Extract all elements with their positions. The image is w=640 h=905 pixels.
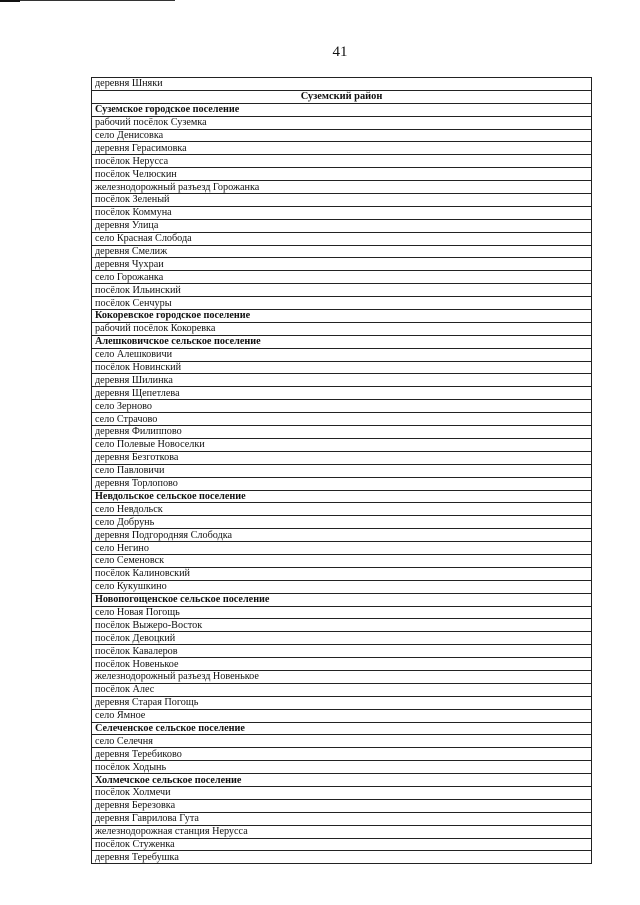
- table-row: [92, 567, 592, 580]
- settlement-group-row: [92, 103, 592, 116]
- settlement-name: деревня Шняки: [92, 78, 592, 91]
- settlement-group-row: [92, 593, 592, 606]
- settlement-name: посёлок Ходынь: [92, 761, 592, 774]
- settlement-name: деревня Березовка: [92, 799, 592, 812]
- settlement-name: село Кукушкино: [92, 580, 592, 593]
- settlement-name: село Павловичи: [92, 464, 592, 477]
- settlement-group-row: [92, 490, 592, 503]
- settlement-name: деревня Безготкова: [92, 451, 592, 464]
- scan-edge-line: [0, 0, 175, 1]
- settlement-name: деревня Гаврилова Гута: [92, 812, 592, 825]
- settlement-name: деревня Старая Погощь: [92, 696, 592, 709]
- settlement-name: железнодорожный разъезд Новенькое: [92, 670, 592, 683]
- settlement-name: посёлок Выжеро-Восток: [92, 619, 592, 632]
- settlement-group-name: Алешковичское сельское поселение: [92, 335, 592, 348]
- settlement-group-row: [92, 335, 592, 348]
- table-row: [92, 683, 592, 696]
- table-row: [92, 168, 592, 181]
- table-row: [92, 851, 592, 864]
- settlement-name: рабочий посёлок Суземка: [92, 116, 592, 129]
- settlement-name: деревня Чухраи: [92, 258, 592, 271]
- table-row: [92, 297, 592, 310]
- table-row: [92, 232, 592, 245]
- table-row: [92, 194, 592, 207]
- settlement-name: посёлок Калиновский: [92, 567, 592, 580]
- table-row: [92, 181, 592, 194]
- settlement-name: село Горожанка: [92, 271, 592, 284]
- settlement-name: село Добрунь: [92, 516, 592, 529]
- settlement-name: деревня Торлопово: [92, 477, 592, 490]
- table-row: [92, 529, 592, 542]
- table-row: [92, 451, 592, 464]
- settlement-table: [91, 77, 592, 864]
- settlement-name: посёлок Стуженка: [92, 838, 592, 851]
- settlement-group-name: Новопогощенское сельское поселение: [92, 593, 592, 606]
- settlement-name: посёлок Нерусса: [92, 155, 592, 168]
- settlement-name: посёлок Новенькое: [92, 658, 592, 671]
- settlement-name: деревня Теребушка: [92, 851, 592, 864]
- table-row: [92, 129, 592, 142]
- table-row: [92, 786, 592, 799]
- settlement-name: посёлок Коммуна: [92, 206, 592, 219]
- table-row: [92, 503, 592, 516]
- table-row: [92, 322, 592, 335]
- table-row: [92, 438, 592, 451]
- table-row: [92, 464, 592, 477]
- settlement-name: село Зерново: [92, 400, 592, 413]
- table-row: [92, 619, 592, 632]
- scan-edge-mark: [0, 0, 20, 2]
- table-row: [92, 271, 592, 284]
- table-row: [92, 516, 592, 529]
- table-row: [92, 116, 592, 129]
- settlement-name: село Семеновск: [92, 554, 592, 567]
- table-row: [92, 400, 592, 413]
- settlement-name: село Алешковичи: [92, 348, 592, 361]
- settlement-name: железнодорожная станция Нерусса: [92, 825, 592, 838]
- settlement-group-name: Кокоревское городское поселение: [92, 310, 592, 323]
- table-row: [92, 670, 592, 683]
- table-row: [92, 554, 592, 567]
- settlement-name: железнодорожный разъезд Горожанка: [92, 181, 592, 194]
- table-row: [92, 606, 592, 619]
- page-number: 41: [332, 44, 348, 60]
- settlement-name: село Новая Погощь: [92, 606, 592, 619]
- settlement-name: посёлок Зеленый: [92, 194, 592, 207]
- settlement-group-name: Суземское городское поселение: [92, 103, 592, 116]
- district-heading-row: [92, 90, 592, 103]
- table-row: [92, 426, 592, 439]
- table-row: [92, 696, 592, 709]
- settlement-name: посёлок Кавалеров: [92, 645, 592, 658]
- table-row: [92, 825, 592, 838]
- settlement-name: деревня Шилинка: [92, 374, 592, 387]
- settlement-name: деревня Филиппово: [92, 426, 592, 439]
- settlement-name: посёлок Сенчуры: [92, 297, 592, 310]
- settlement-name: посёлок Челюскин: [92, 168, 592, 181]
- settlement-name: село Денисовка: [92, 129, 592, 142]
- settlement-table-body: [92, 78, 592, 864]
- table-row: [92, 735, 592, 748]
- table-row: [92, 580, 592, 593]
- settlement-name: деревня Герасимовка: [92, 142, 592, 155]
- settlement-name: село Ямное: [92, 709, 592, 722]
- settlement-name: посёлок Ильинский: [92, 284, 592, 297]
- table-row: [92, 658, 592, 671]
- settlement-group-name: Холмечское сельское поселение: [92, 774, 592, 787]
- settlement-name: посёлок Новинский: [92, 361, 592, 374]
- settlement-name: посёлок Холмечи: [92, 786, 592, 799]
- settlement-name: рабочий посёлок Кокоревка: [92, 322, 592, 335]
- table-row: [92, 413, 592, 426]
- table-row: [92, 477, 592, 490]
- table-row: [92, 361, 592, 374]
- table-row: [92, 645, 592, 658]
- settlement-name: село Полевые Новоселки: [92, 438, 592, 451]
- table-row: [92, 542, 592, 555]
- table-row: [92, 709, 592, 722]
- settlement-name: село Невдольск: [92, 503, 592, 516]
- settlement-group-row: [92, 774, 592, 787]
- district-name: Суземский район: [92, 90, 592, 103]
- settlement-name: деревня Смелиж: [92, 245, 592, 258]
- table-row: [92, 219, 592, 232]
- settlement-name: село Селечня: [92, 735, 592, 748]
- table-row: [92, 258, 592, 271]
- settlement-name: село Страчово: [92, 413, 592, 426]
- table-row: [92, 206, 592, 219]
- settlement-name: посёлок Алес: [92, 683, 592, 696]
- table-row: [92, 748, 592, 761]
- table-row: [92, 374, 592, 387]
- settlement-name: село Негино: [92, 542, 592, 555]
- settlement-name: деревня Теребиково: [92, 748, 592, 761]
- table-row: [92, 284, 592, 297]
- settlement-group-row: [92, 722, 592, 735]
- settlement-group-name: Селеченское сельское поселение: [92, 722, 592, 735]
- table-row: [92, 632, 592, 645]
- table-row: [92, 155, 592, 168]
- settlement-name: посёлок Девоцкий: [92, 632, 592, 645]
- table-row: [92, 838, 592, 851]
- table-row: [92, 245, 592, 258]
- table-row: [92, 142, 592, 155]
- table-row: [92, 799, 592, 812]
- table-row: [92, 387, 592, 400]
- settlement-name: село Красная Слобода: [92, 232, 592, 245]
- settlement-name: деревня Подгородняя Слободка: [92, 529, 592, 542]
- settlement-group-name: Невдольское сельское поселение: [92, 490, 592, 503]
- table-row: [92, 761, 592, 774]
- settlement-group-row: [92, 310, 592, 323]
- table-row: [92, 348, 592, 361]
- table-row: [92, 812, 592, 825]
- table-row: [92, 78, 592, 91]
- settlement-name: деревня Щепетлева: [92, 387, 592, 400]
- settlement-name: деревня Улица: [92, 219, 592, 232]
